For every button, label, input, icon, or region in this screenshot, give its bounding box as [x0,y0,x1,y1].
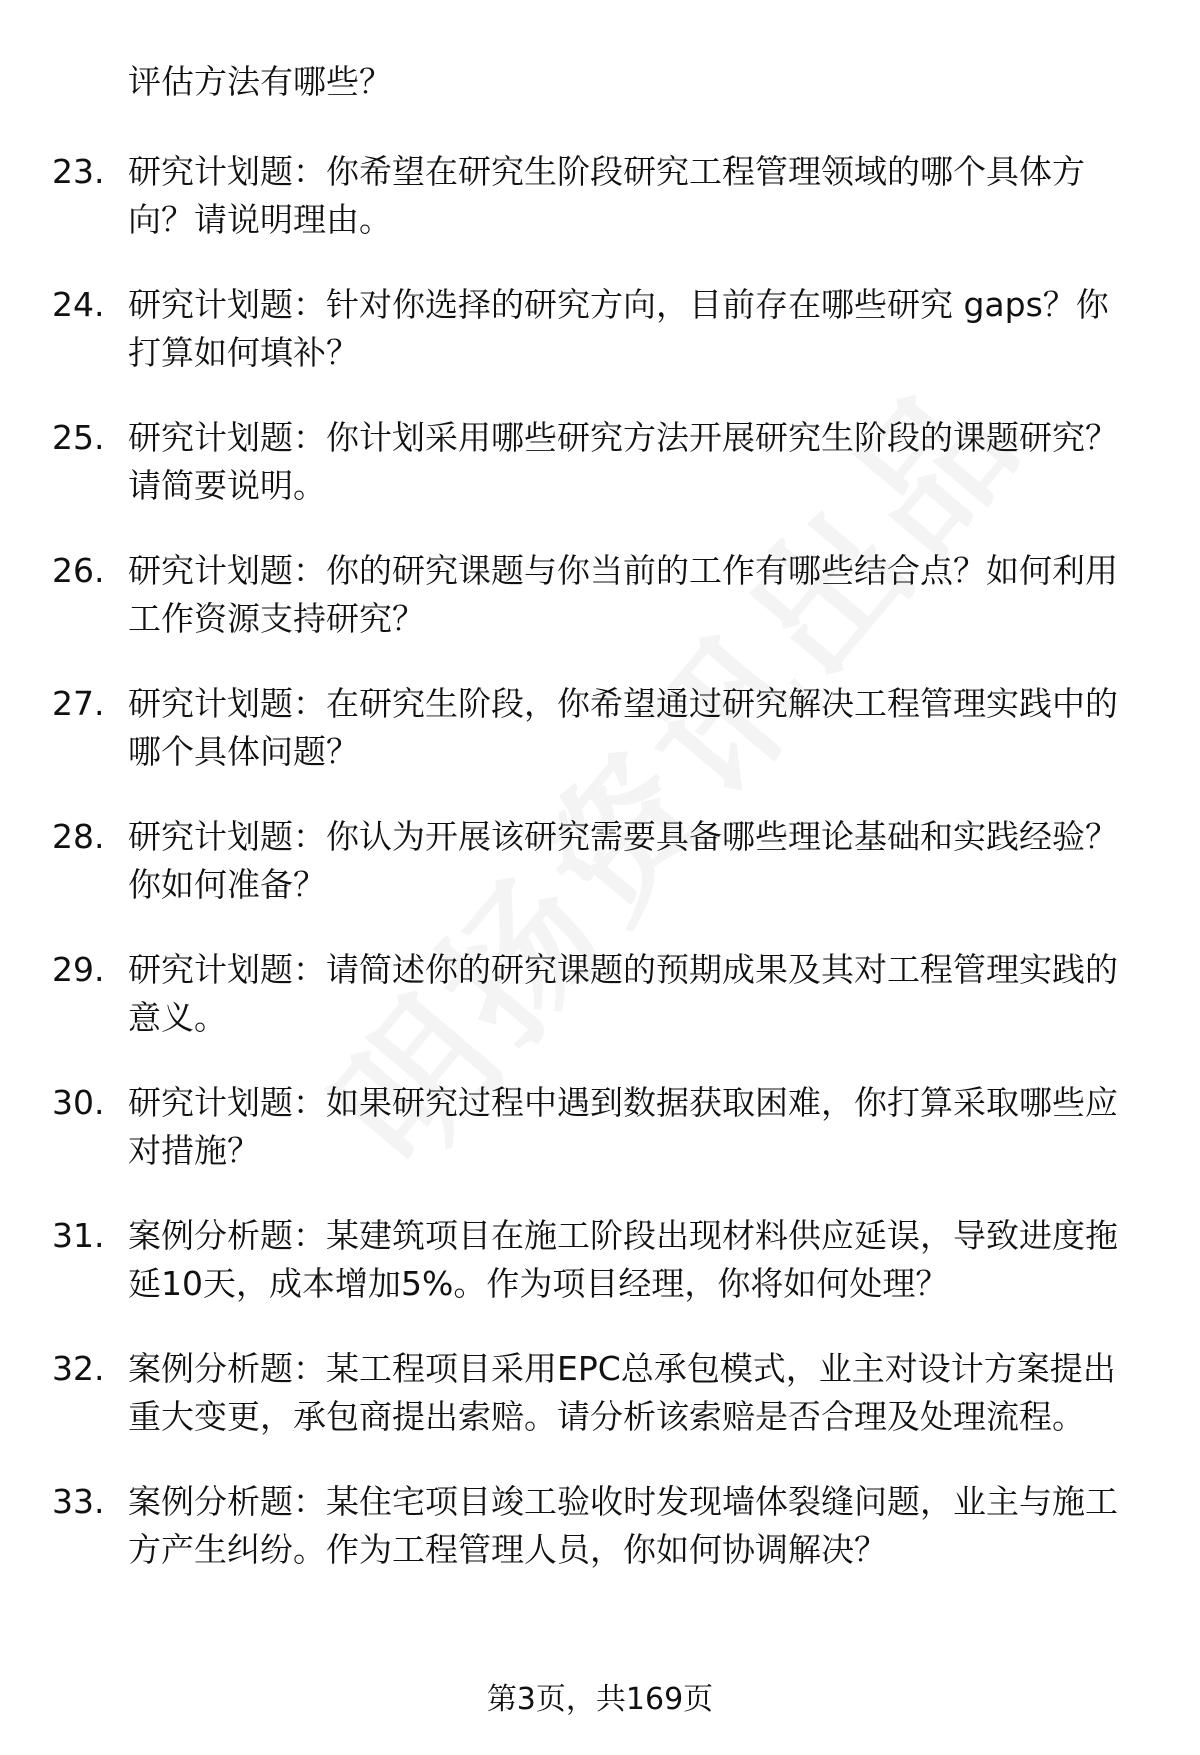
item-number: 24. [52,285,105,324]
item-text: 研究计划题：你认为开展该研究需要具备哪些理论基础和实践经验？你如何准备？ [128,817,1118,904]
question-list [52,58,1137,1611]
item-number: 28. [52,817,105,856]
page-footer: 第3页，共169页 [486,1682,714,1717]
item-text: 研究计划题：针对你选择的研究方向，目前存在哪些研究 gaps？你打算如何填补？ [128,285,1109,372]
list-item [52,414,1137,510]
item-number: 23. [52,152,105,191]
list-item [52,1345,1137,1441]
continued-item-text: 评估方法有哪些？ [128,62,392,101]
item-number: 29. [52,950,105,989]
item-number: 27. [52,684,105,723]
list-item [52,946,1137,1042]
item-number: 25. [52,418,105,457]
list-item [52,547,1137,643]
item-text: 案例分析题：某建筑项目在施工阶段出现材料供应延误，导致进度拖延10天，成本增加5%。作为项目经理，你将如何处理？ [128,1216,1118,1303]
item-number: 26. [52,551,105,590]
item-number: 30. [52,1083,105,1122]
item-text: 研究计划题：你希望在研究生阶段研究工程管理领域的哪个具体方向？请说明理由。 [128,152,1085,239]
item-text: 案例分析题：某住宅项目竣工验收时发现墙体裂缝问题，业主与施工方产生纠纷。作为工程管理人员，你如何协调解决？ [128,1482,1118,1569]
item-text: 研究计划题：如果研究过程中遇到数据获取困难，你打算采取哪些应对措施？ [128,1083,1118,1170]
item-number: 33. [52,1482,105,1521]
item-text: 研究计划题：请简述你的研究课题的预期成果及其对工程管理实践的意义。 [128,950,1118,1037]
list-item [52,148,1137,244]
list-item [52,1079,1137,1175]
item-text: 案例分析题：某工程项目采用EPC总承包模式，业主对设计方案提出重大变更，承包商提出索赔。请分析该索赔是否合理及处理流程。 [128,1349,1116,1436]
item-number: 31. [52,1216,105,1255]
continued-item [52,58,1137,106]
item-number: 32. [52,1349,105,1388]
list-item [52,680,1137,776]
item-text: 研究计划题：在研究生阶段，你希望通过研究解决工程管理实践中的哪个具体问题？ [128,684,1118,771]
item-text: 研究计划题：你的研究课题与你当前的工作有哪些结合点？如何利用工作资源支持研究？ [128,551,1118,638]
item-text: 研究计划题：你计划采用哪些研究方法开展研究生阶段的课题研究？请简要说明。 [128,418,1118,505]
list-item [52,281,1137,377]
list-item [52,813,1137,909]
list-item [52,1478,1137,1574]
list-item [52,1212,1137,1308]
